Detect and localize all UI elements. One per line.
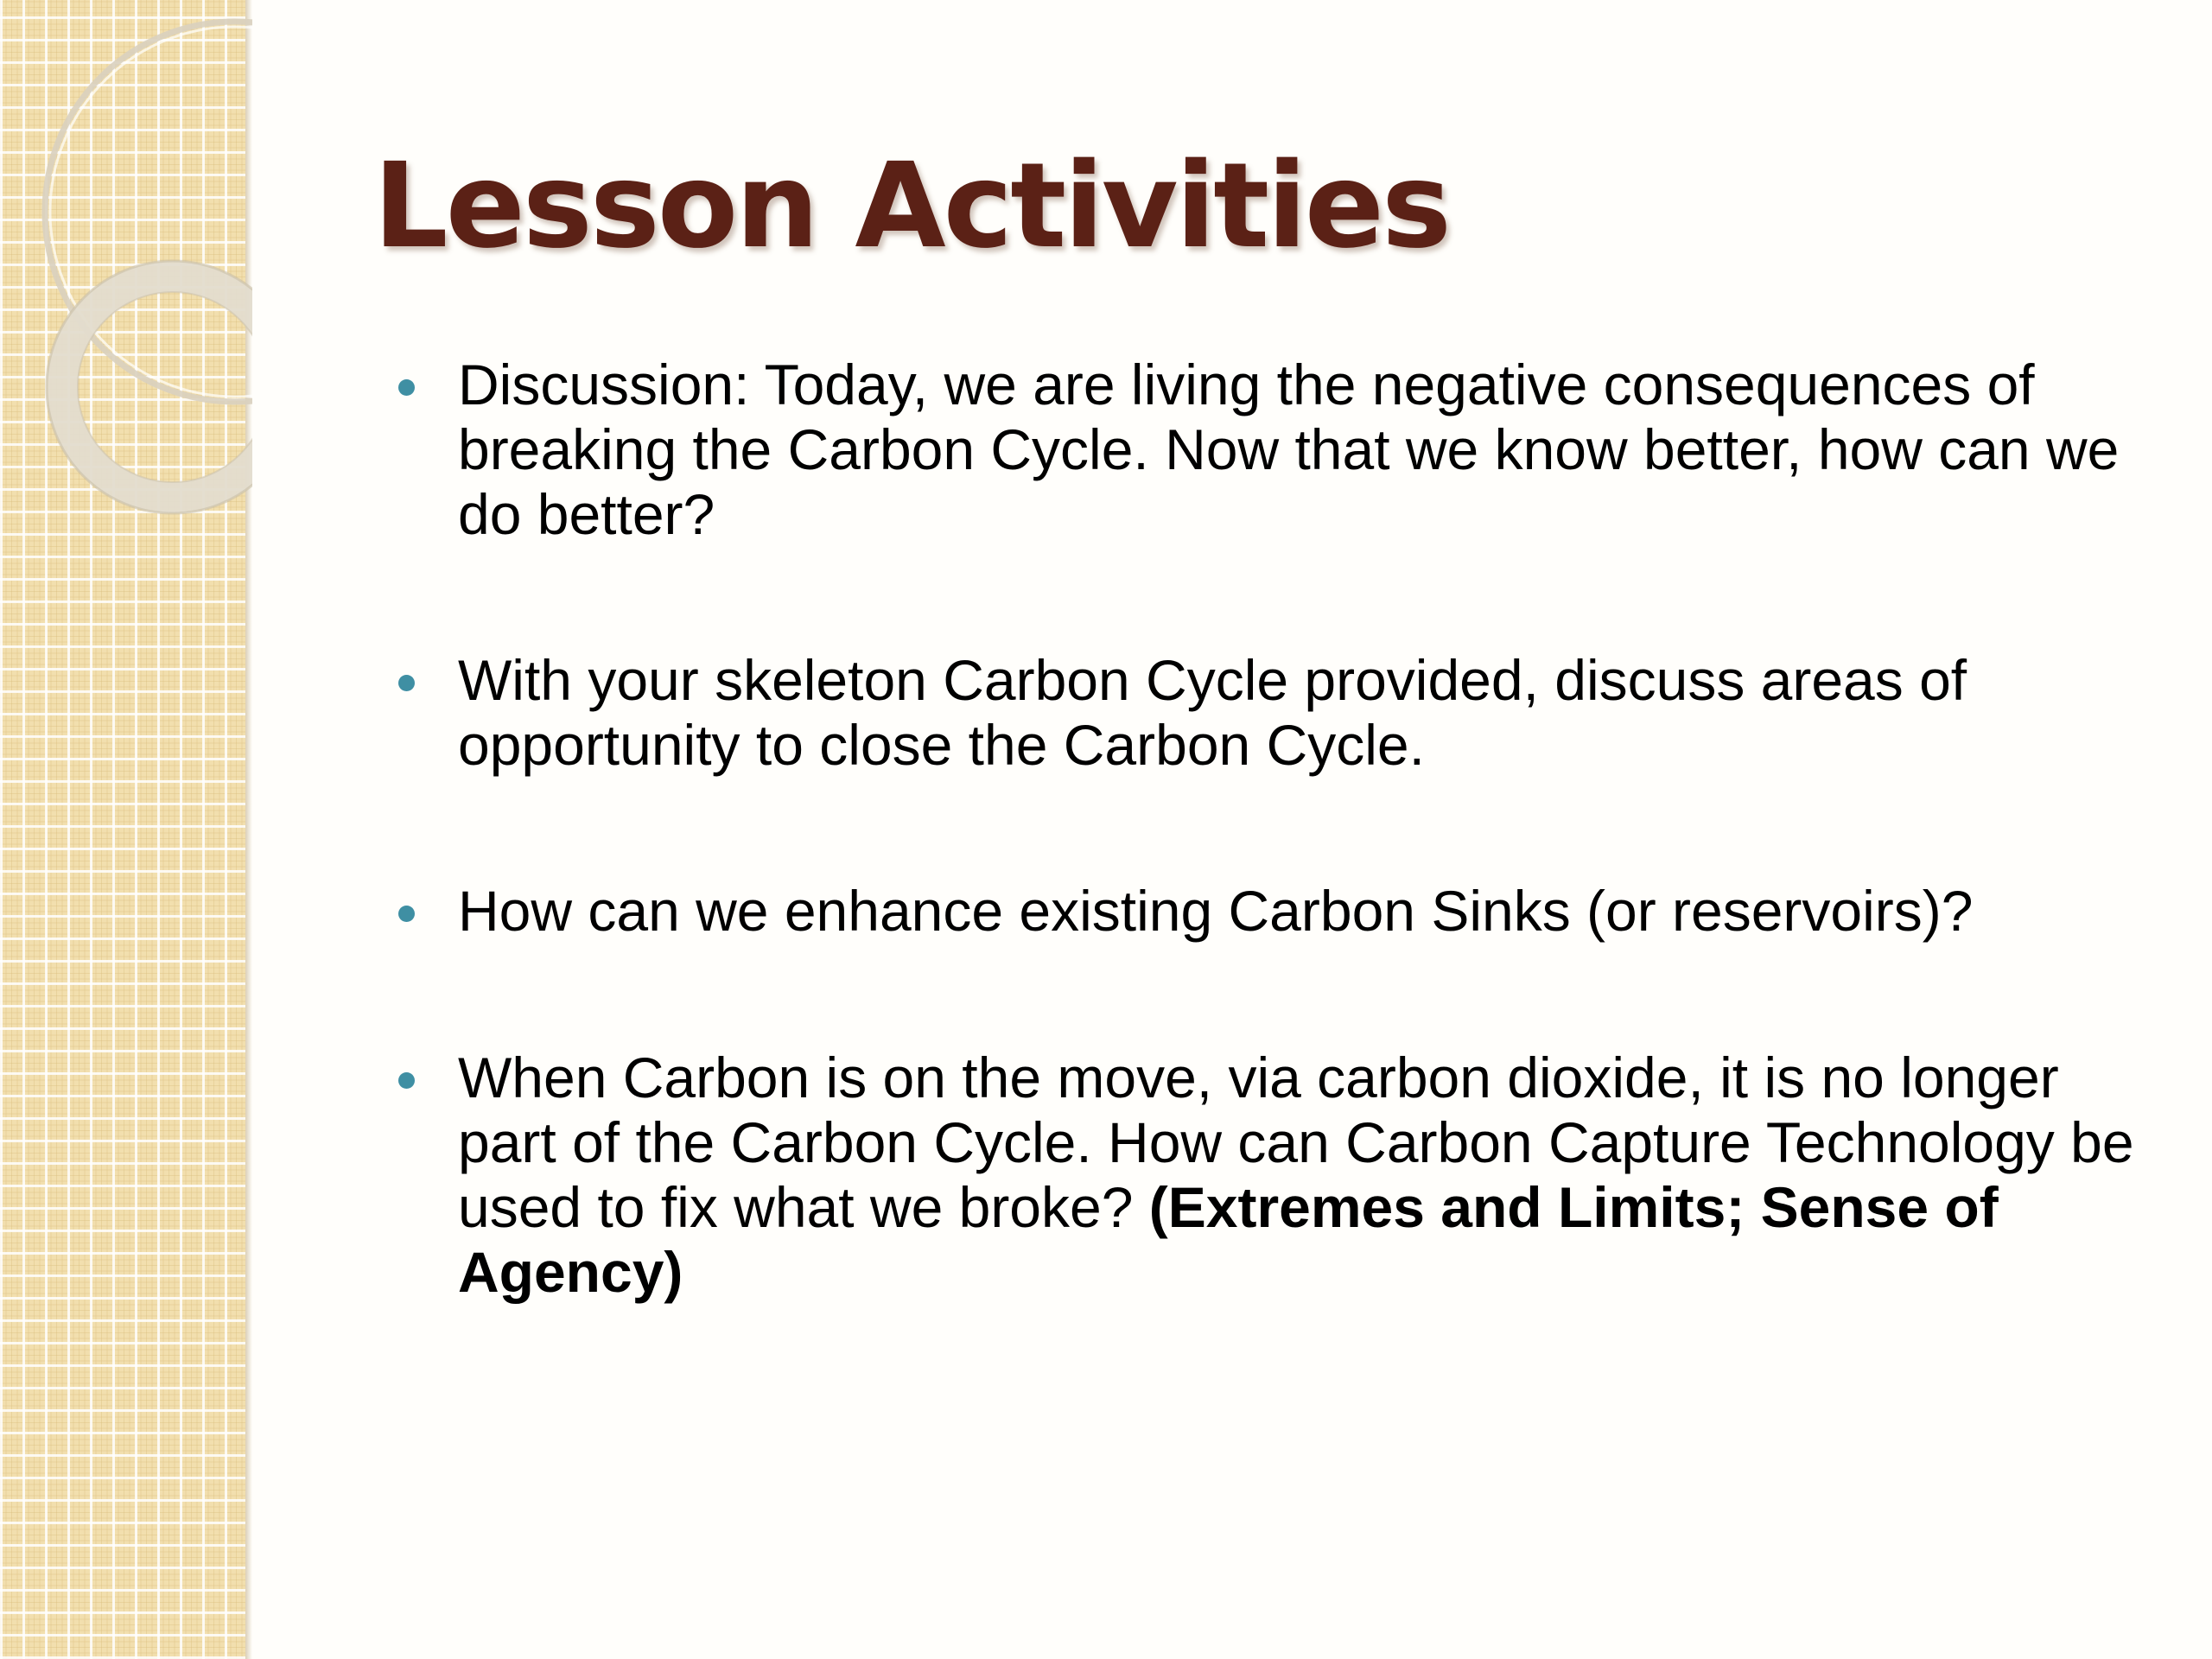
bullet-text: With your skeleton Carbon Cycle provided, discuss areas of opportunity to close the Carbon Cycle. — [458, 648, 1967, 777]
decorative-rings — [0, 0, 252, 553]
bullet-dot-icon — [398, 906, 415, 922]
bullet-item-carbon-capture — [389, 1046, 2169, 1305]
bullet-dot-icon — [398, 1072, 415, 1089]
bullet-dot-icon — [398, 675, 415, 691]
bullet-text: Discussion: Today, we are living the negative consequences of breaking the Carbon Cycle. Now that we know better, how can we do better? — [458, 353, 2120, 546]
bullet-bold-note: (Extremes and Limits; Sense of Agency) — [458, 1175, 1999, 1304]
bullet-text: How can we enhance existing Carbon Sinks (or reservoirs)? — [458, 879, 1974, 943]
bullet-text: When Carbon is on the move, via carbon dioxide, it is no longer part of the Carbon Cycle. How can Carbon Capture Technology be used to fix what we broke? — [458, 1046, 2134, 1239]
bullet-item-carbon-sinks — [389, 879, 2169, 944]
bullet-list — [389, 353, 2169, 1406]
bullet-dot-icon — [398, 379, 415, 396]
slide-title: Lesson Activities — [373, 138, 1449, 275]
bullet-item-skeleton-cycle — [389, 648, 2169, 778]
bullet-item-discussion — [389, 353, 2169, 547]
